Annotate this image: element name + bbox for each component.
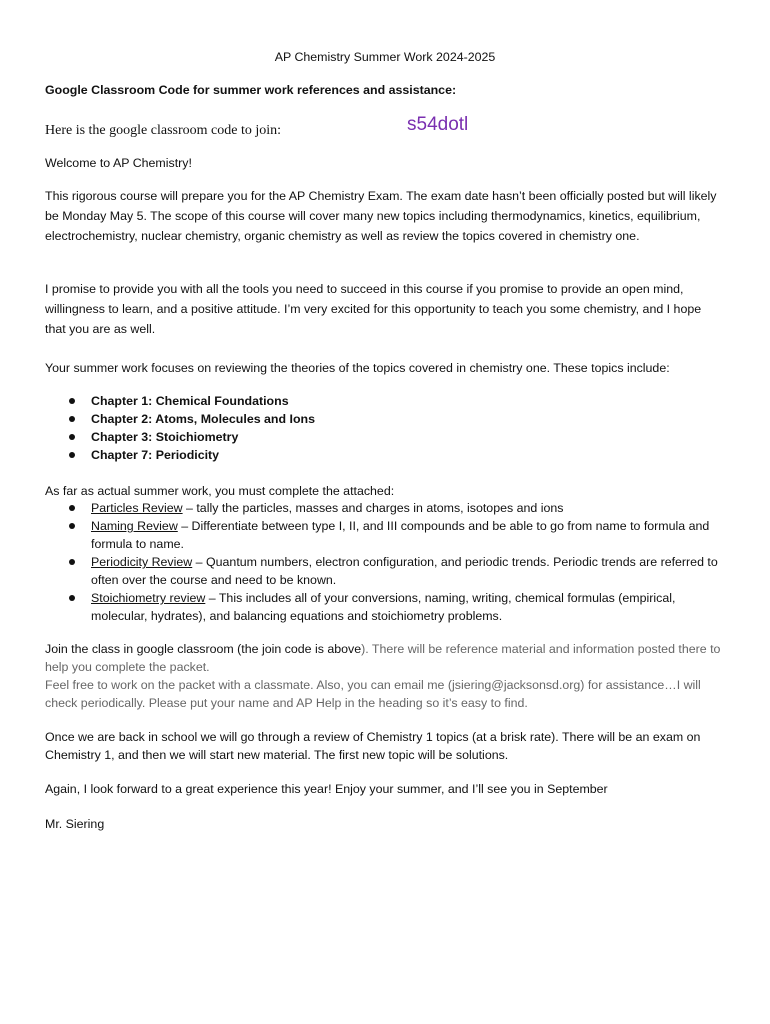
- promise-paragraph: I promise to provide you with all the tools you need to succeed in this course if you promise to provide an open mind, willingness to learn, and a positive attitude. I’m very excited for this opportunity to teach you some chemistry, and I hope that you are as well.: [45, 282, 702, 336]
- chapter-item: Chapter 3: Stoichiometry: [45, 428, 725, 446]
- join-text-email: Feel free to work on the packet with a classmate. Also, you can email me (jsiering@jacksonsd.org) for assistance…I will check periodically. Please put your name and AP Help in the heading so it’s easy to find.: [45, 678, 701, 710]
- intro-paragraph: This rigorous course will prepare you for the AP Chemistry Exam. The exam date hasn’t been officially posted but will likely be Monday May 5. The scope of this course will cover many new topics including thermodynamics, kinetics, equilibrium, electrochemistry, nuclear chemistry, organic chemistry as well as review the topics covered in chemistry one.: [45, 189, 717, 243]
- work-item-name: Naming Review: [91, 519, 178, 533]
- classroom-heading: Google Classroom Code for summer work references and assistance:: [45, 83, 457, 97]
- signature: Mr. Siering: [45, 817, 105, 831]
- join-text-reference: ). There will be reference material and information posted there to help you complete the packet.: [45, 642, 721, 674]
- join-text: Join the class in google classroom (the join code is above: [45, 642, 362, 656]
- work-item: [45, 589, 725, 625]
- classroom-code-label: Here is the google classroom code to join:: [45, 123, 281, 138]
- classroom-code-value: s54dotl: [407, 114, 469, 135]
- chapter-item: Chapter 1: Chemical Foundations: [45, 392, 725, 410]
- welcome-paragraph: Welcome to AP Chemistry!: [45, 156, 192, 170]
- work-item: [45, 553, 725, 589]
- classroom-code-line: [45, 114, 725, 143]
- back-in-school-paragraph: Once we are back in school we will go through a review of Chemistry 1 topics (at a brisk rate). There will be an exam on Chemistry 1, and then we will start new material. The first new topic will be solutions.: [45, 730, 701, 762]
- work-item: [45, 517, 725, 553]
- work-item-desc: – Quantum numbers, electron configuration, and periodic trends. Periodic trends are referred to often over the course and need to be known.: [91, 555, 718, 587]
- work-item-name: Stoichiometry review: [91, 591, 206, 605]
- join-paragraph: [45, 640, 725, 712]
- closing-paragraph: Again, I look forward to a great experience this year! Enjoy your summer, and I’ll see you in September: [45, 782, 608, 796]
- summer-work-intro: As far as actual summer work, you must complete the attached:: [45, 484, 395, 498]
- work-item-name: Periodicity Review: [91, 555, 193, 569]
- chapter-list: [45, 392, 725, 464]
- document-title: AP Chemistry Summer Work 2024-2025: [274, 50, 496, 64]
- focus-paragraph: Your summer work focuses on reviewing the theories of the topics covered in chemistry one. These topics include:: [45, 361, 670, 375]
- chapter-item: Chapter 7: Periodicity: [45, 446, 725, 464]
- work-item-desc: – Differentiate between type I, II, and III compounds and be able to go from name to formula and formula to name.: [91, 519, 710, 551]
- work-item-desc: – tally the particles, masses and charges in atoms, isotopes and ions: [182, 501, 564, 515]
- work-item-desc: – This includes all of your conversions, naming, writing, chemical formulas (empirical, molecular, hydrates), and balancing equations and stoichiometry problems.: [91, 591, 676, 623]
- chapter-item: Chapter 2: Atoms, Molecules and Ions: [45, 410, 725, 428]
- work-item: [45, 499, 725, 517]
- work-item-name: Particles Review: [91, 501, 183, 515]
- summer-work-list: [45, 499, 725, 625]
